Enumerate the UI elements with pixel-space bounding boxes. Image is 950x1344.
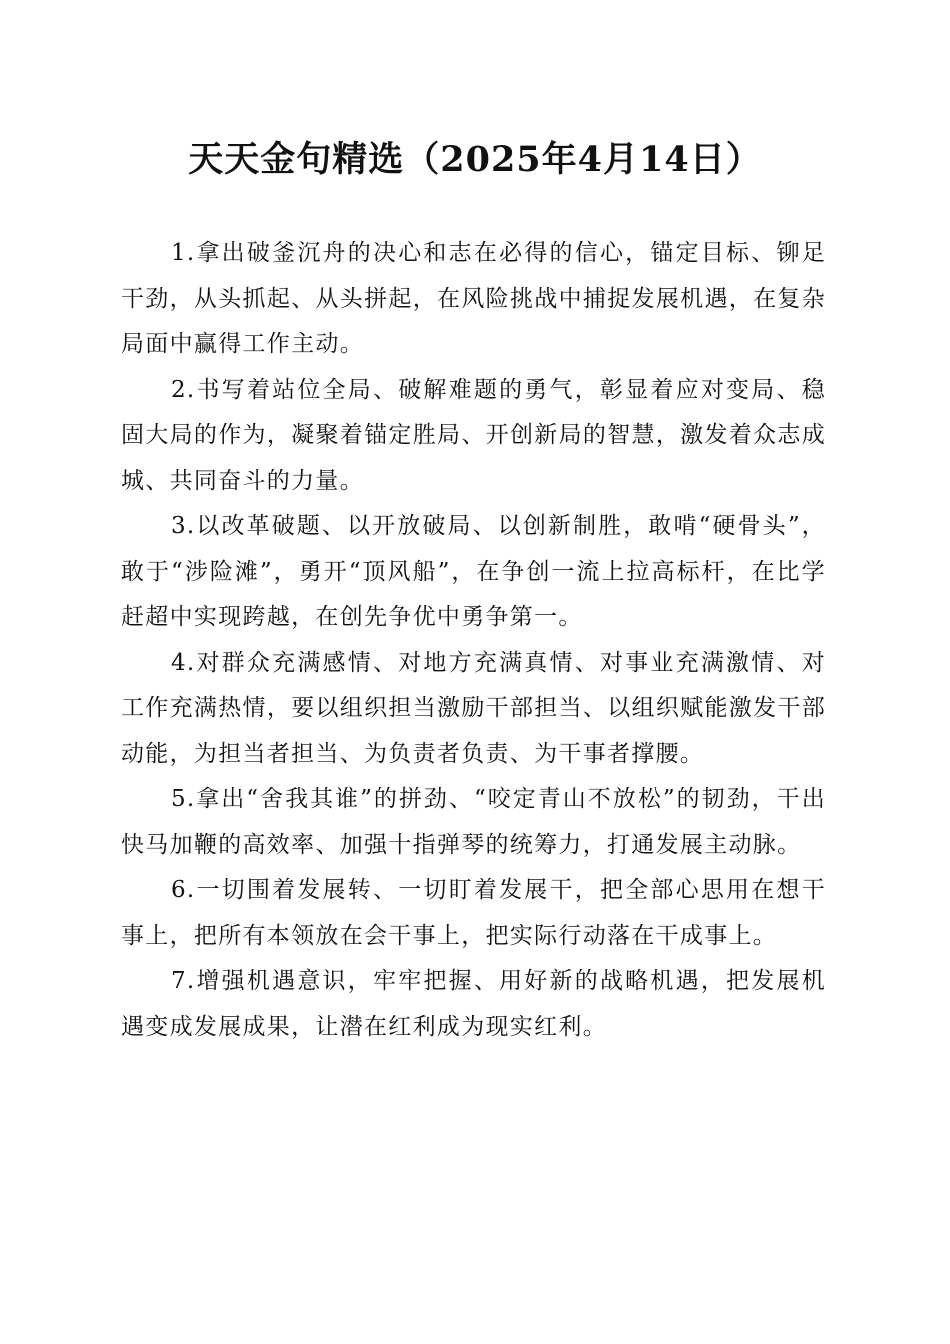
quote-paragraph-6: 6.一切围着发展转、一切盯着发展干，把全部心思用在想干事上，把所有本领放在会干事上，把实际行动落在干成事上。 <box>121 877 826 949</box>
quote-list <box>121 231 826 1050</box>
quote-paragraph-4: 4.对群众充满感情、对地方充满真情、对事业充满激情、对工作充满热情，要以组织担当激励干部担当、以组织赋能激发干部动能，为担当者担当、为负责者负责、为干事者撑腰。 <box>121 649 826 767</box>
document-title: 天天金句精选（2025年4月14日） <box>188 139 762 180</box>
quote-paragraph-7: 7.增强机遇意识，牢牢把握、用好新的战略机遇，把发展机遇变成发展成果，让潜在红利成为现实红利。 <box>121 968 826 1040</box>
quote-paragraph-3: 3.以改革破题、以开放破局、以创新制胜，敢啃“硬骨头”，敢于“涉险滩”，勇开“顶风船”，在争创一流上拉高标杆，在比学赶超中实现跨越，在创先争优中勇争第一。 <box>121 513 826 630</box>
quote-paragraph-1: 1.拿出破釜沉舟的决心和志在必得的信心，锚定目标、铆足干劲，从头抓起、从头拼起，在风险挑战中捕捉发展机遇，在复杂局面中赢得工作主动。 <box>121 240 826 357</box>
quote-paragraph-2: 2.书写着站位全局、破解难题的勇气，彰显着应对变局、稳固大局的作为，凝聚着锚定胜局、开创新局的智慧，激发着众志成城、共同奋斗的力量。 <box>121 376 826 494</box>
quote-paragraph-5: 5.拿出“舍我其谁”的拼劲、“咬定青山不放松”的韧劲，干出快马加鞭的高效率、加强十指弹琴的统筹力，打通发展主动脉。 <box>121 786 826 858</box>
